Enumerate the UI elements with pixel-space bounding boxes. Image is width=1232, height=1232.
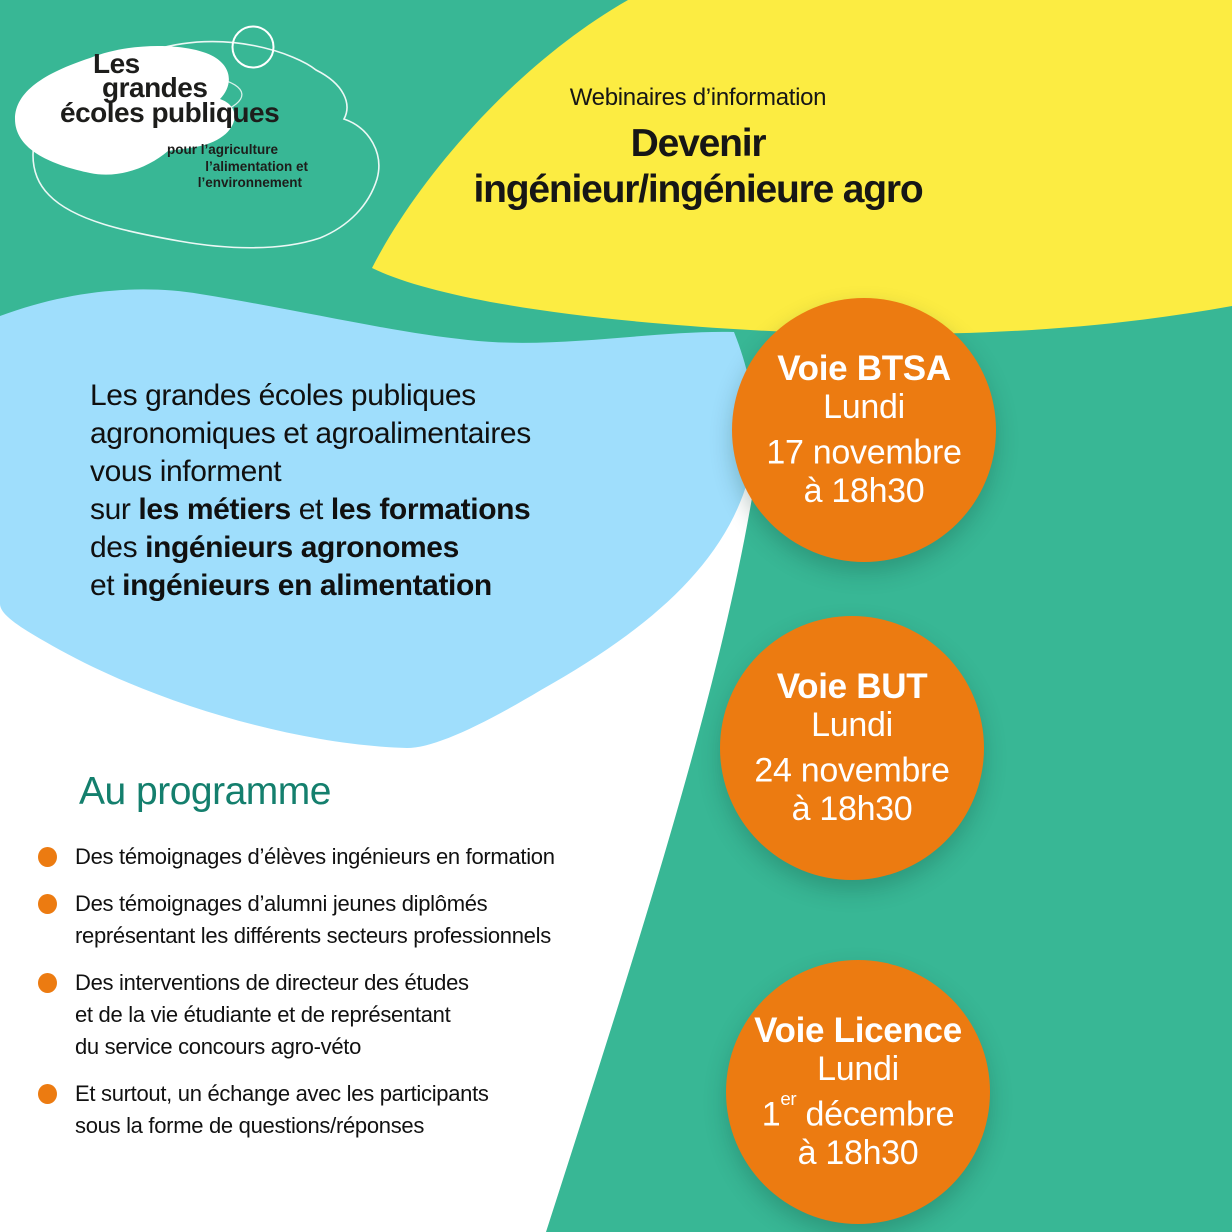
webinar-circle-btsa [732, 298, 996, 562]
webinar-time: à 18h30 [797, 1133, 919, 1172]
logo-tagline-line: l’environnement [197, 175, 302, 190]
intro-line: et ingénieurs en alimentation [90, 569, 492, 602]
webinar-track: Voie BUT [776, 667, 928, 707]
logo-line-2: grandes [102, 72, 208, 103]
logo-line-1: Les [93, 48, 140, 79]
intro-line: vous informent [90, 455, 282, 488]
webinar-time: à 18h30 [791, 789, 913, 828]
logo-tagline-line: l’alimentation et [205, 158, 308, 174]
header-kicker: Webinaires d’information [569, 84, 827, 111]
program-item-text: Des témoignages d’élèves ingénieurs en formation [75, 844, 555, 869]
webinar-day: Lundi [811, 706, 893, 745]
intro-line: sur les métiers et les formations [90, 493, 531, 526]
webinar-day: Lundi [817, 1050, 899, 1089]
program-heading: Au programme [79, 770, 331, 813]
webinar-track: Voie BTSA [777, 349, 951, 389]
title-line-1: Devenir [630, 122, 766, 165]
bullet-dot-icon [38, 894, 57, 914]
program-item-text: Des témoignages d’alumni jeunes diplômés représentant les différents secteurs professionnels [75, 891, 551, 948]
intro-line: Les grandes écoles publiques [90, 379, 476, 412]
bullet-dot-icon [38, 1084, 57, 1104]
program-item [38, 1078, 624, 1142]
bullet-dot-icon [38, 847, 57, 867]
webinar-circle-licence [726, 960, 990, 1224]
program-item [38, 967, 624, 1063]
program-item-text: Et surtout, un échange avec les participants sous la forme de questions/réponses [75, 1081, 489, 1138]
webinar-time: à 18h30 [803, 471, 925, 510]
bullet-dot-icon [38, 973, 57, 993]
webinar-date: 1er décembre [761, 1087, 955, 1134]
intro-line: agronomiques et agroalimentaires [90, 417, 531, 450]
logo-tagline [60, 142, 308, 192]
webinar-track: Voie Licence [754, 1011, 962, 1051]
title-line-2: ingénieur/ingénieure agro [473, 168, 923, 211]
program-item [38, 841, 624, 873]
program-item [38, 888, 624, 952]
logo-line-3: écoles publiques [60, 97, 280, 128]
webinar-day: Lundi [823, 388, 905, 427]
intro-text [90, 377, 670, 605]
webinar-circle-but [720, 616, 984, 880]
header [340, 84, 1056, 213]
intro-line: des ingénieurs agronomes [90, 531, 459, 564]
webinar-date: 17 novembre [766, 433, 962, 472]
page-title [340, 121, 1056, 213]
program-item-text: Des interventions de directeur des études et de la vie étudiante et de représentant du service concours agro-véto [75, 970, 469, 1059]
program-list [38, 841, 624, 1157]
logo [60, 48, 280, 128]
webinar-date: 24 novembre [754, 751, 950, 790]
logo-tagline-line: pour l’agriculture [166, 142, 278, 157]
